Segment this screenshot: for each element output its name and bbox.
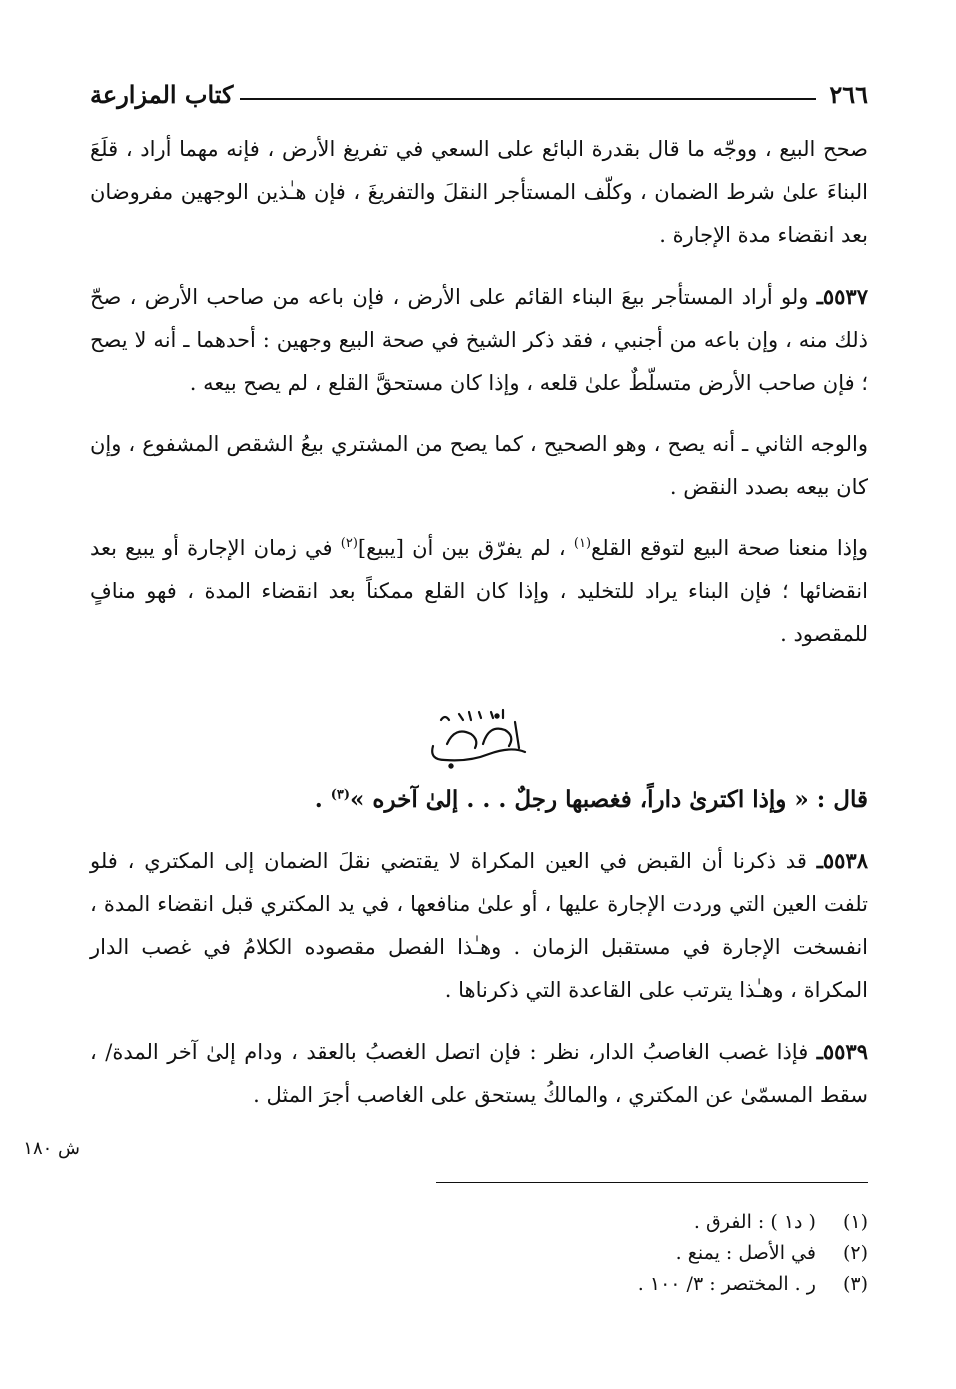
footnote-number: (١) [842, 1211, 868, 1233]
footnote-ref-2: (٢) [340, 536, 358, 551]
manuscript-folio-note: ش ١٨٠ [23, 1138, 80, 1159]
paragraph-text-a: وإذا منعنا صحة البيع لتوقع القلع [591, 536, 868, 560]
footnote-2 [90, 1238, 868, 1269]
paragraph-number: ٥٥٣٩ـ [816, 1039, 868, 1064]
paragraph-second-view [90, 423, 868, 509]
paragraph-number: ٥٥٣٨ـ [816, 848, 868, 873]
paragraph-text: ولو أراد المستأجر بيعَ البناء القائم على الأرض ، فإن باعه من صاحب الأرض ، صحّ ذلك منه ، وإن باعه من أجنبي ، فقد ذكر الشيخ في صحة البيع وجهين : أحدهما ـ أنه لا يصح ؛ فإن صاحب الأرض متسلّطٌ علىٰ قلعه ، وإذا كان مستحقَّ القلع ، لم يصح بيعه . [90, 285, 868, 395]
paragraph-5539 [90, 1030, 868, 1117]
footnote-3 [90, 1269, 868, 1300]
fasl-calligraphy-icon [419, 700, 539, 772]
paragraph-text-b: ، لم يفرّق بين أن [يبيع] [357, 536, 566, 560]
page-number: ٢٦٦ [829, 80, 868, 109]
footnote-number: (٣) [842, 1273, 868, 1295]
qala-text: قال : « وإذا اكترىٰ داراً، فغصبها رجلٌ . . . إلىٰ آخره » [350, 786, 868, 813]
paragraph-1 [90, 128, 868, 257]
paragraph-number: ٥٥٣٧ـ [816, 284, 868, 309]
paragraph-5538 [90, 839, 868, 1012]
book-title: كتاب المزارعة [90, 80, 234, 109]
footnote-text: ر . المختصر : ٣/ ١٠٠ . [637, 1273, 816, 1295]
footnotes [90, 1207, 868, 1300]
footnote-text: في الأصل : يمنع . [675, 1242, 816, 1264]
header-rule [240, 98, 816, 100]
footnote-number: (٢) [842, 1242, 868, 1264]
qala-line [90, 778, 868, 821]
footnote-text: ( د١ ) : الفرق . [693, 1211, 816, 1233]
footnote-ref-3: (٣) [330, 787, 351, 803]
paragraph-text: صحح البيع ، ووجّه ما قال بقدرة البائع على السعي في تفريغ الأرض ، فإنه مهما أراد ، قلَعَ البناءَ علىٰ شرط الضمان ، وكلّف المستأجر النقلَ والتفريغَ ، فإن هـٰذين الوجهين مفروضان بعد انقضاء مدة الإجارة . [90, 137, 868, 247]
paragraph-text: قد ذكرنا أن القبض في العين المكراة لا يقتضي نقلَ الضمان إلى المكتري ، فلو تلفت العين التي وردت الإجارة عليها ، أو علىٰ منافعها ، في يد المكتري قبل انقضاء المدة ، انفسخت الإجارة في مستقبل الزمان . وهـٰذا الفصل مقصوده الكلامُ في غصب الدار المكراة ، وهـٰذا يترتب على القاعدة التي ذكرناها . [90, 849, 868, 1002]
footnote-ref-1: (١) [573, 536, 592, 551]
footnote-separator [436, 1182, 868, 1183]
section-heading-ornament [90, 700, 868, 778]
qala-tail: . [314, 786, 323, 813]
page-header [90, 80, 868, 116]
footnote-1 [90, 1207, 868, 1238]
paragraph-5537 [90, 275, 868, 405]
main-text [90, 128, 868, 1135]
paragraph-text: والوجه الثاني ـ أنه يصح ، وهو الصحيح ، كما يصح من المشتري بيعُ الشقص المشفوع ، وإن كان بيعه بصدد النقض . [90, 432, 868, 499]
paragraph-text: فإذا غصب الغاصبُ الدار، نظر : فإن اتصل الغصبُ بالعقد ، ودام إلىٰ آخر المدة/ ، سقط المسمّىٰ عن المكتري ، والمالكُ يستحق على الغاصب أجرَ المثل . [90, 1040, 868, 1107]
paragraph-prohibition [90, 527, 868, 656]
paragraph-text-c: في زمان الإجارة أو يبيع بعد انقضائها ؛ فإن البناء يراد للتخليد ، وإذا كان القلع ممكناً بعد انقضاء المدة ، فهو منافٍ للمقصود . [90, 536, 868, 646]
